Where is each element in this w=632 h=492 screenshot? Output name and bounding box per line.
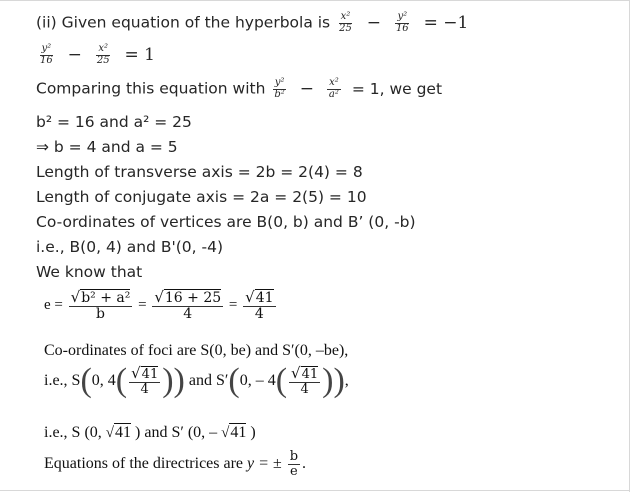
equals-sign: =: [228, 297, 238, 314]
bottom-border: [0, 490, 629, 491]
fraction-denominator: 4: [183, 305, 193, 322]
right-paren-icon: ): [322, 362, 334, 399]
fraction-numerator: b: [289, 449, 299, 464]
e-lhs: e =: [44, 297, 63, 314]
radicand: 41: [255, 290, 274, 306]
foci-s-prefix: i.e., S (0,: [44, 424, 102, 441]
fraction-sqrt-41-over-4: [289, 363, 320, 397]
fraction-numerator: y²: [274, 77, 285, 88]
right-paren-icon: ): [333, 362, 345, 399]
line-vertices: Co-ordinates of vertices are B(0, b) and B’ (0, -b): [36, 213, 416, 231]
radicand: 41: [301, 366, 319, 382]
foci-and-s-prime: and S′: [188, 372, 229, 389]
line-foci-values: [44, 364, 349, 398]
radicand: 41: [115, 424, 132, 441]
line-transverse-axis: Length of transverse axis = 2b = 2(4) = 8: [36, 163, 363, 181]
focus-s-prime-coords: 0, – 4: [239, 372, 276, 389]
fraction-x2-over-25: [337, 12, 354, 34]
line-conjugate-axis: Length of conjugate axis = 2a = 2(5) = 10: [36, 188, 367, 206]
left-paren-icon: (: [80, 362, 92, 399]
fraction-denominator: 25: [339, 22, 352, 34]
radicand: 41: [141, 366, 159, 382]
line-directrices: [44, 450, 306, 478]
fraction-y2-over-16: [394, 12, 411, 34]
line-rearranged-equation: [36, 44, 161, 66]
fraction-x2-over-25: [95, 44, 112, 66]
line-we-know-that: We know that: [36, 263, 143, 281]
equation-rhs: = −1: [423, 12, 469, 33]
left-paren-icon: (: [275, 362, 288, 399]
focus-s-coords: 0, 4: [91, 372, 116, 389]
sqrt-icon: √: [70, 288, 81, 306]
directrices-text: Equations of the directrices are: [44, 455, 244, 473]
fraction-denominator: 4: [140, 381, 149, 397]
minus-sign: −: [366, 12, 381, 33]
sqrt-icon: √: [245, 288, 255, 306]
radicand: b² + a²: [81, 290, 131, 306]
foci-s-prime-prefix: ) and S′ (0, –: [135, 424, 218, 441]
foci-ie-s: i.e., S: [44, 372, 81, 389]
fraction-numerator: x²: [340, 11, 351, 22]
line-foci-simplified: [44, 424, 256, 442]
fraction-numerator: [152, 290, 223, 307]
minus-sign: −: [299, 78, 314, 99]
fraction-y2-over-16: [38, 44, 55, 66]
line-comparing: [36, 78, 442, 100]
fraction-denominator: 16: [395, 22, 409, 34]
line-vertices-values: i.e., B(0, 4) and B'(0, -4): [36, 238, 224, 256]
fraction-x2-over-a2: [327, 78, 341, 100]
given-equation-text: (ii) Given equation of the hyperbola is: [36, 13, 331, 32]
fraction-numerator: y²: [397, 11, 408, 22]
right-border: [629, 0, 630, 492]
fraction-sqrt-41-over-4: [243, 290, 275, 321]
minus-sign: −: [67, 44, 82, 65]
sqrt-icon: √: [221, 425, 230, 441]
fraction-numerator: x²: [329, 77, 339, 88]
fraction-numerator: x²: [98, 43, 109, 54]
sqrt-icon: √: [154, 288, 164, 306]
fraction-sqrt-16-25-over-4: [152, 290, 223, 321]
fraction-denominator: 4: [300, 381, 309, 397]
fraction-numerator: [69, 290, 133, 307]
comparing-rhs: = 1, we get: [351, 79, 443, 98]
fraction-b-over-e: [288, 450, 300, 478]
line-given-equation: [36, 12, 474, 34]
closing-paren: ): [250, 424, 256, 441]
fraction-denominator: b²: [274, 88, 285, 100]
period: .: [302, 455, 307, 473]
sqrt-icon: √: [105, 425, 115, 441]
equals-sign: =: [138, 297, 147, 314]
fraction-sqrt-41-over-4: [129, 363, 160, 397]
line-eccentricity: [44, 290, 278, 321]
fraction-denominator: e: [290, 463, 298, 479]
fraction-denominator: a²: [328, 88, 339, 100]
radicand: 16 + 25: [164, 290, 222, 306]
fraction-numerator: [289, 363, 320, 383]
fraction-sqrt-b2-a2-over-b: [69, 290, 133, 321]
left-paren-icon: (: [115, 362, 128, 399]
fraction-denominator: 25: [96, 54, 110, 66]
fraction-numerator: y²: [41, 43, 52, 54]
fraction-denominator: b: [96, 305, 105, 322]
fraction-denominator: 16: [40, 54, 53, 66]
comparing-text: Comparing this equation with: [36, 79, 266, 98]
radicand: 41: [230, 424, 247, 441]
line-foci: Co-ordinates of foci are S(0, be) and S′(0, –be),: [44, 342, 349, 359]
line-b-a-values: ⇒ b = 4 and a = 5: [36, 138, 178, 156]
equation-rhs: = 1: [124, 44, 155, 65]
fraction-numerator: [129, 363, 160, 383]
fraction-y2-over-b2: [272, 78, 286, 100]
right-paren-icon: ): [162, 362, 174, 399]
directrix-lhs: y = ±: [247, 455, 282, 473]
fraction-denominator: 4: [254, 305, 264, 322]
sqrt-icon: √: [131, 363, 141, 382]
sqrt-icon: √: [291, 363, 301, 382]
right-paren-icon: ): [173, 362, 185, 399]
left-paren-icon: (: [228, 362, 240, 399]
fraction-numerator: [243, 290, 275, 307]
top-border: [0, 0, 629, 1]
comma: ,: [344, 372, 349, 389]
line-b2-a2-values: b² = 16 and a² = 25: [36, 113, 192, 131]
